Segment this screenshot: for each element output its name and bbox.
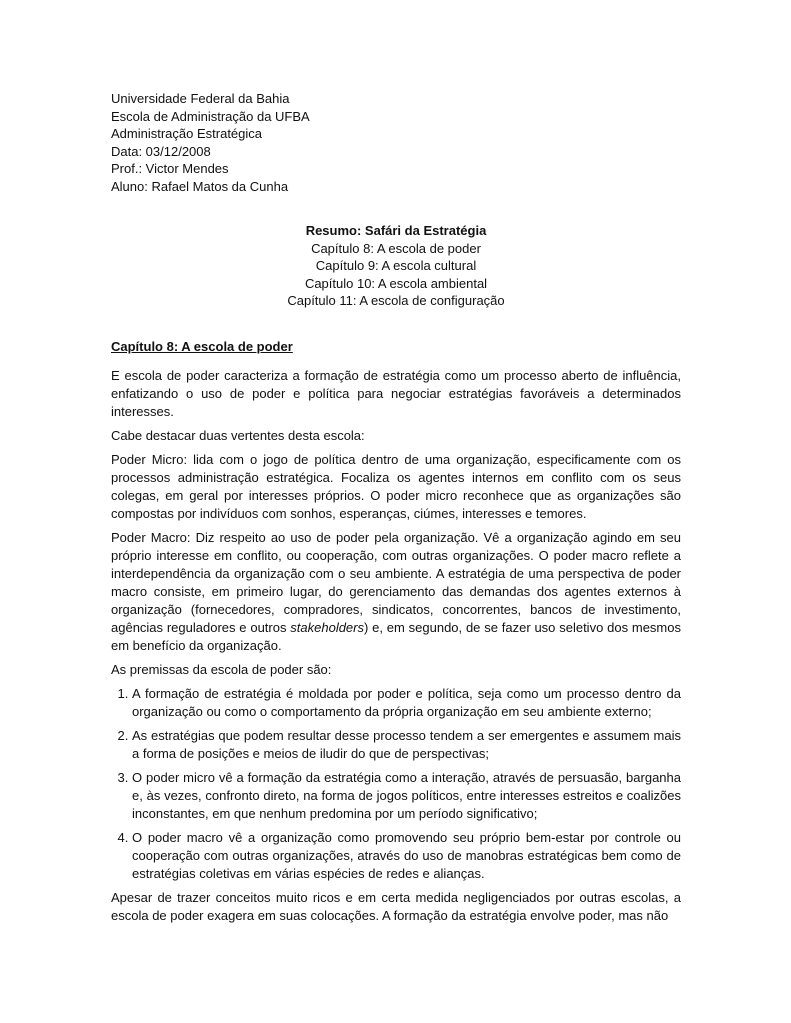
school-line: Escola de Administração da UFBA [111,108,310,124]
paragraph: As premissas da escola de poder são: [111,662,332,677]
paragraph-text: ) e, em segundo, de se fazer uso seletivo dos mesmos em benefício da organização. [111,620,681,653]
chapter-line: Capítulo 9: A escola cultural [315,258,477,273]
course-line: Administração Estratégica [111,126,263,141]
student-line: Aluno: Rafael Matos da Cunha [111,178,289,194]
university-line: Universidade Federal da Bahia [111,91,290,106]
summary-title-block [111,222,681,310]
paragraph [111,529,681,655]
paragraph-text: Poder Macro: Diz respeito ao uso de poder pela organização. Vê a organização agindo em seu próprio interesse em conflito, ou cooperação, com outras organizações. O poder macro reflete a interdependência da organização com o seu ambiente. A estratégia de uma perspectiva de poder macro consiste, em primeiro lugar, do gerenciamento das demandas dos agentes externos à organização (fornecedores, compradores, sindicatos, concorrentes, bancos de investimento, agências reguladores e outros [111,530,681,635]
paragraph: Poder Micro: lida com o jogo de política dentro de uma organização, especificamente com os processos administração estratégica. Focaliza os agentes internos em conflito com os seus colegas, em geral por interesses próprios. O poder micro reconhece que as organizações são compostas por indivíduos com sonhos, esperanças, ciúmes, interesses e temores. [111,452,681,521]
list-item: 3. O poder micro vê a formação da estratégia como a interação, através de persuasão, barganha e, às vezes, confronto direto, na forma de jogos políticos, entre interesses estreitos e coalizões inconstantes, em que nenhum predomina por um período significativo; [132,769,681,823]
section-body [111,367,681,931]
date-line: Data: 03/12/2008 [111,143,211,159]
document-header [111,90,310,195]
emphasis-text: stakeholders [290,620,364,635]
chapter-line: Capítulo 8: A escola de poder [311,240,481,256]
premises-list [111,685,681,883]
paragraph: E escola de poder caracteriza a formação de estratégia como um processo aberto de influência, enfatizando o uso de poder e política para negociar estratégias favoráveis a determinados interesses. [111,368,681,419]
chapter-line: Capítulo 11: A escola de configuração [287,293,505,308]
professor-line: Prof.: Victor Mendes [111,161,229,176]
list-item: 2. As estratégias que podem resultar desse processo tendem a ser emergentes e assumem mais a forma de posições e meios de iludir do que de perspectivas; [132,727,681,763]
summary-title: Resumo: Safári da Estratégia [305,223,487,238]
list-item: 1. A formação de estratégia é moldada por poder e política, seja como um processo dentro da organização ou como o comportamento da própria organização em seu ambiente externo; [132,685,681,721]
chapter-line: Capítulo 10: A escola ambiental [304,275,488,291]
section-heading: Capítulo 8: A escola de poder [111,339,293,354]
paragraph: Apesar de trazer conceitos muito ricos e em certa medida negligenciados por outras escolas, a escola de poder exagera em suas colocações. A formação da estratégia envolve poder, mas não [111,890,681,923]
paragraph: Cabe destacar duas vertentes desta escola: [111,428,365,443]
list-item: 4. O poder macro vê a organização como promovendo seu próprio bem-estar por controle ou cooperação com outras organizações, através do uso de manobras estratégicas bem como de estratégias coletivas em várias espécies de redes e alianças. [132,829,681,883]
